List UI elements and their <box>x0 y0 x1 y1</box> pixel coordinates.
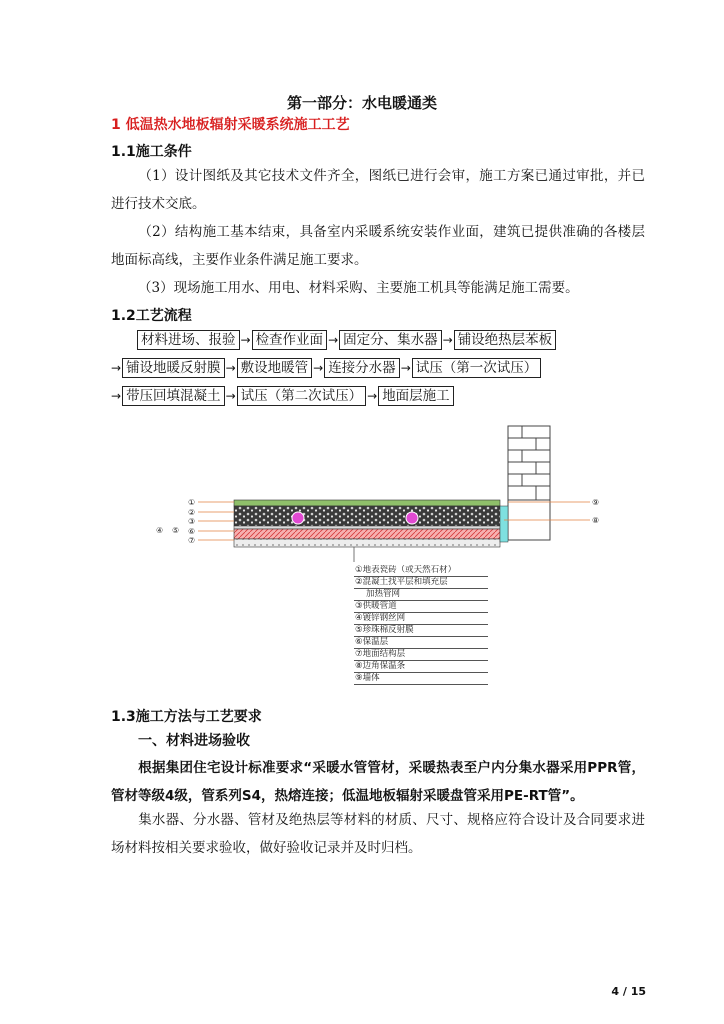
heating-pipe <box>406 512 418 524</box>
flow-step: 铺设绝热层苯板 <box>454 330 557 350</box>
section-title: 1 低温热水地板辐射采暖系统施工工艺 <box>111 117 350 133</box>
flow-step: 试压（第二次试压） <box>237 386 367 406</box>
marker-2: ② <box>188 508 196 517</box>
page-number: 4 / 15 <box>611 985 646 998</box>
flow-step: 固定分、集水器 <box>339 330 442 350</box>
flow-step: 检查作业面 <box>252 330 328 350</box>
flow-row-2 <box>111 358 541 378</box>
arrow-right-icon: → <box>111 361 122 375</box>
flow-step: 铺设地暖反射膜 <box>122 358 225 378</box>
heading-1-3: 1.3施工方法与工艺要求 <box>111 709 262 725</box>
insulation-layer <box>234 529 500 539</box>
arrow-right-icon: → <box>225 389 236 403</box>
marker-1: ① <box>188 498 196 507</box>
paragraph-standard-requirement: 根据集团住宅设计标准要求“采暖水管管材，采暖热表至户内分集水器采用PPR管，管材等级4级，管系列S4，热熔连接；低温地板辐射采暖盘管采用PE-RT管”。 <box>111 760 645 804</box>
heading-1-1: 1.1施工条件 <box>111 144 192 160</box>
edge-insulation-strip <box>500 506 508 542</box>
page-title: 第一部分：水电暖通类 <box>286 94 437 112</box>
legend-item: ⑨墙体 <box>354 673 488 685</box>
marker-7: ⑦ <box>188 536 196 545</box>
paragraph-1-1-item-2: （2）结构施工基本结束，具备室内采暖系统安装作业面，建筑已提供准确的各楼层地面标高线，主要作业条件满足施工要求。 <box>111 224 645 268</box>
paragraph-1-1-item-1: （1）设计图纸及其它技术文件齐全，图纸已进行会审，施工方案已通过审批，并已进行技术交底。 <box>111 168 645 212</box>
flow-step: 地面层施工 <box>378 386 454 406</box>
flow-step: 敷设地暖管 <box>237 358 313 378</box>
structural-layer <box>234 539 500 547</box>
arrow-right-icon: → <box>111 389 122 403</box>
arrow-right-icon: → <box>400 361 411 375</box>
legend-item: ⑦地面结构层 <box>354 649 488 661</box>
heating-pipe <box>292 512 304 524</box>
wall <box>508 426 550 540</box>
marker-8: ⑧ <box>592 516 600 525</box>
legend-item: ②混凝土找平层和填充层 <box>354 577 488 589</box>
arrow-right-icon: → <box>367 389 378 403</box>
tile-layer <box>234 500 500 506</box>
arrow-right-icon: → <box>225 361 236 375</box>
marker-4: ④ <box>156 526 164 535</box>
legend-item: ⑥保温层 <box>354 637 488 649</box>
legend-item: ⑧边角保温条 <box>354 661 488 673</box>
arrow-right-icon: → <box>313 361 324 375</box>
reflective-film-layer <box>234 526 500 529</box>
subheading-material-acceptance: 一、材料进场验收 <box>138 733 250 749</box>
flow-step: 连接分水器 <box>324 358 400 378</box>
legend-item: ①地表瓷砖（或天然石材） <box>354 565 488 577</box>
legend-item: ③供暖管道 <box>354 601 488 613</box>
diagram-legend <box>354 565 488 685</box>
paragraph-material-inspection: 集水器、分水器、管材及绝热层等材料的材质、尺寸、规格应符合设计及合同要求进场材料按相关要求验收，做好验收记录并及时归档。 <box>111 812 645 856</box>
marker-5: ⑤ <box>172 526 180 535</box>
heading-1-2: 1.2工艺流程 <box>111 308 192 324</box>
legend-item: ⑤珍珠棉反射膜 <box>354 625 488 637</box>
left-markers <box>156 498 234 545</box>
legend-item: 加热管网 <box>354 589 488 601</box>
flow-step: 材料进场、报验 <box>137 330 240 350</box>
arrow-right-icon: → <box>442 333 453 347</box>
marker-3: ③ <box>188 517 196 526</box>
marker-6: ⑥ <box>188 527 196 536</box>
arrow-right-icon: → <box>240 333 251 347</box>
flow-row-3 <box>111 386 454 406</box>
floor-heating-section-diagram <box>150 422 610 562</box>
screed-layer <box>234 506 500 526</box>
paragraph-1-1-item-3: （3）现场施工用水、用电、材料采购、主要施工机具等能满足施工需要。 <box>138 280 579 296</box>
flow-row-1 <box>137 330 556 350</box>
flow-step: 试压（第一次试压） <box>412 358 542 378</box>
legend-item: ④镀锌钢丝网 <box>354 613 488 625</box>
arrow-right-icon: → <box>328 333 339 347</box>
flow-step: 带压回填混凝土 <box>122 386 225 406</box>
marker-9: ⑨ <box>592 498 600 507</box>
